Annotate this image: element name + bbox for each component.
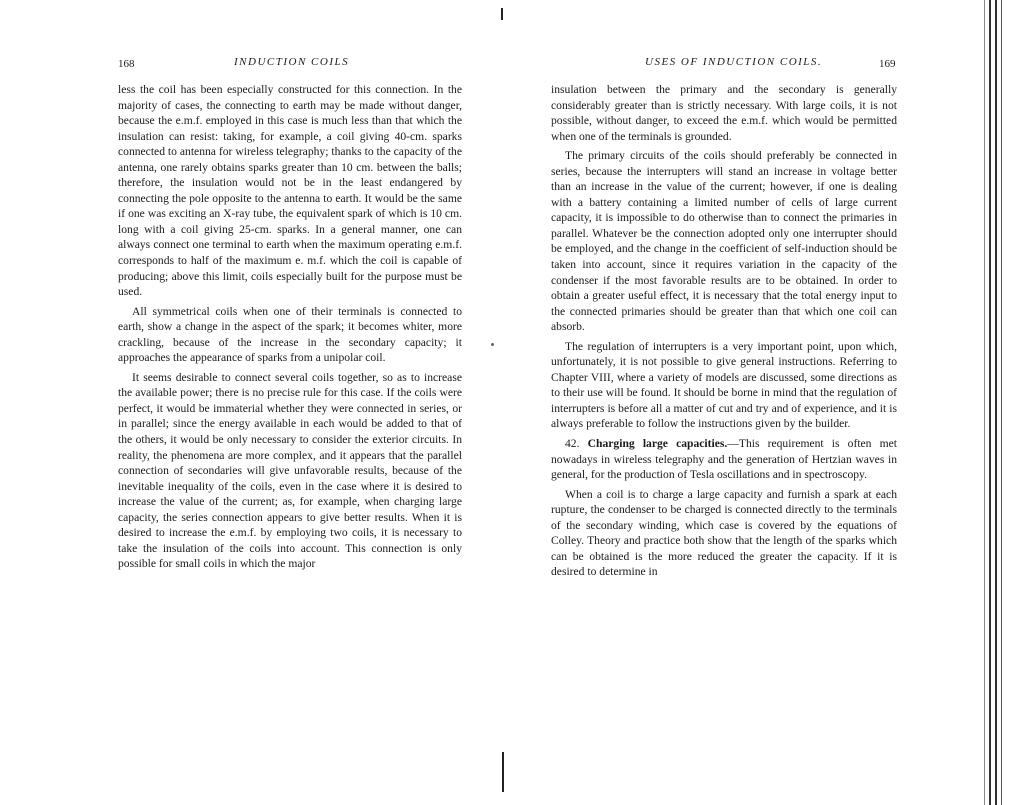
left-running-title: INDUCTION COILS	[234, 56, 350, 68]
left-page	[0, 0, 500, 805]
scan-edge-line-4	[1001, 0, 1002, 805]
left-paragraph-1: less the coil has been especially constructed for this connection. In the majority of cases, the connecting to earth may be made without danger, because the e.m.f. employed in this case is much less than that which the insulation can resist: taking, for example, a coil giving 40-cm. sparks connected to antenna for wireless telegraphy; thanks to the capacity of the antenna, one rarely obtains sparks greater than 10 cm. between the balls; therefore, the insulation would not be in the least endangered by connecting the pole opposite to the antenna to earth. It would be the same if one was exciting an X-ray tube, the equivalent spark of which is 10 cm. long with a coil giving 25-cm. sparks. In a general manner, one can always connect one terminal to earth when the maximum operating e.m.f. corresponds to half of the maximum e. m.f. which the coil is capable of producing; above this limit, coils especially built for the purpose must be used.	[118, 83, 462, 299]
section-title: Charging large capacities.	[587, 437, 728, 451]
left-paragraph-2: All symmetrical coils when one of their terminals is connected to earth, show a change in the aspect of the spark; it becomes whiter, more crackling, because of the increase in the secondary capacity; it approaches the appearance of sparks from a unipolar coil.	[118, 304, 462, 365]
right-paragraph-3: The regulation of interrupters is a very important point, upon which, unfortunately, it is not possible to give general instructions. Referring to Chapter VIII, where a variety of models are discussed, some directions as to their use will be found. It should be borne in mind that the regulation of interrupters is before all a matter of cut and try and of experience, and it is always preferable to follow the instructions given by the builder.	[551, 339, 897, 431]
scan-speck	[491, 343, 494, 346]
right-paragraph-2: The primary circuits of the coils should preferably be connected in series, because the interrupters will stand an increase in voltage better than an increase in the value of the current; however, if one is dealing with a battery containing a limited number of cells of large current capacity, it is impossible to do otherwise than to connect the primaries in parallel. Whatever be the connection adopted only one interrupter should be employed, and the change in the coefficient of self-induction should be taken into account, since it requires variation in the capacity of the condenser if the most favorable results are to be obtained. In order to obtain a greater useful effect, it is necessary that the total energy input to the connected primaries should be greater than that which one coil can absorb.	[551, 149, 897, 334]
right-page	[505, 0, 1024, 805]
right-section-42	[551, 436, 897, 483]
section-number: 42.	[565, 437, 580, 451]
left-text-body	[118, 82, 462, 576]
scan-edge-line-2	[989, 0, 991, 805]
section-text: This requirement is often met nowadays in wireless telegraphy and the generation of Hertzian waves in general, for the production of Tesla oscillations and in spectroscopy.	[551, 437, 898, 482]
scan-edge-line-3	[995, 0, 997, 805]
right-page-number: 169	[879, 58, 896, 70]
left-paragraph-3: It seems desirable to connect several coils together, so as to increase the available power; there is no precise rule for this case. If the coils were perfect, it would be immaterial whether they were connected in series, or in parallel; since the energy available in each would be added to that of the others, it would be only necessary to consider the exterior circuits. In reality, the phenomena are more complex, and it appears that the parallel connection of secondaries will give unfavorable results, because of the inevitable inequality of the coils, even in the case where it is desired to increase the value of the current; as, for example, when charging large capacity, the series connection appears to give better results. When it is desired to increase the e.m.f. by employing two coils, it is necessary to take the insulation of the coils into account. This connection is only possible for small coils in which the major	[118, 370, 462, 571]
right-paragraph-final: When a coil is to charge a large capacity and furnish a spark at each rupture, the condenser to be charged is connected directly to the terminals of the secondary winding, which case is covered by the equations of Colley. Theory and practice both show that the length of the sparks which can be obtained is the more reduced the greater the capacity. If it is desired to determine in	[551, 487, 897, 579]
right-text-body	[551, 82, 897, 584]
right-running-title: USES OF INDUCTION COILS.	[645, 56, 823, 68]
scan-edge-line-1	[984, 0, 985, 805]
gutter-mark-top	[501, 8, 503, 20]
section-dash: —	[727, 437, 739, 451]
right-paragraph-1: insulation between the primary and the secondary is generally considerably greater than is strictly necessary. With large coils, it is not possible, without danger, to exceed the e.m.f. which would be permitted when one of the terminals is grounded.	[551, 83, 897, 143]
left-page-number: 168	[118, 58, 135, 70]
gutter-mark-bottom	[502, 752, 504, 792]
